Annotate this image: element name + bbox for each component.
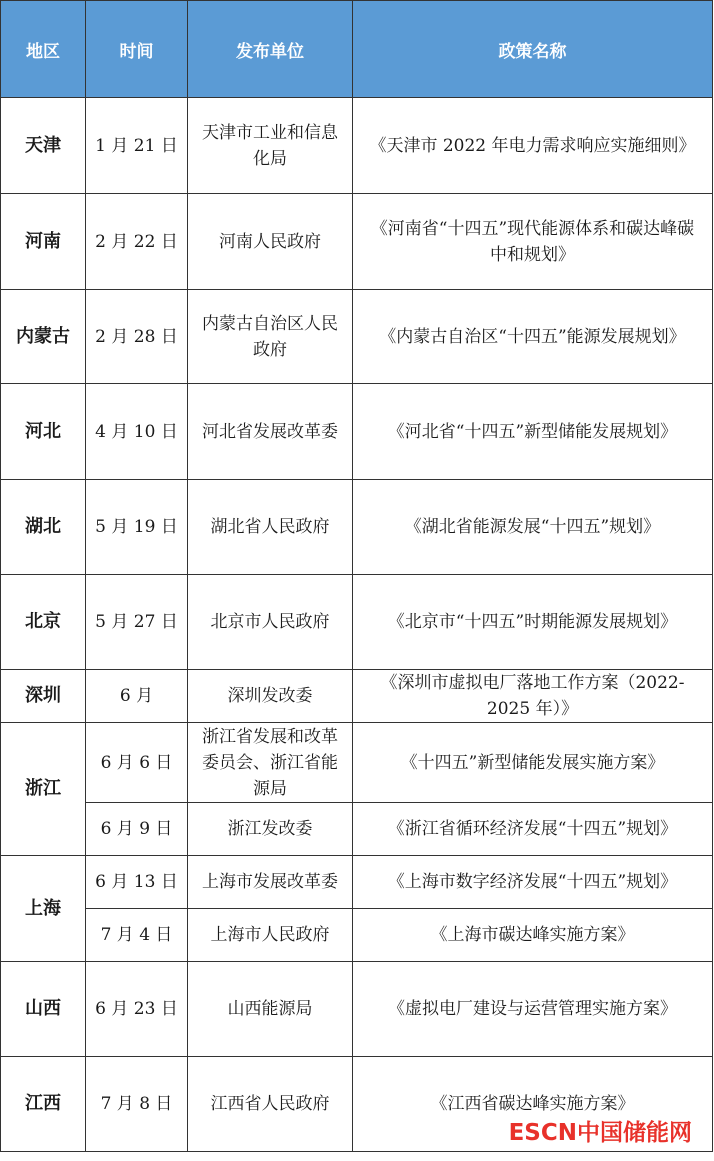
table-row	[1, 290, 713, 384]
policy-cell: 《深圳市虚拟电厂落地工作方案（2022-2025 年）》	[353, 670, 713, 723]
date-cell: 5 月 27 日	[86, 575, 188, 670]
region-cell: 河南	[1, 194, 86, 290]
table-row	[1, 194, 713, 290]
date-cell: 2 月 22 日	[86, 194, 188, 290]
publisher-cell: 上海市发展改革委	[188, 856, 353, 909]
publisher-cell: 天津市工业和信息化局	[188, 98, 353, 194]
table-row	[1, 909, 713, 962]
publisher-cell: 河南人民政府	[188, 194, 353, 290]
publisher-cell: 江西省人民政府	[188, 1057, 353, 1152]
header-publisher: 发布单位	[188, 1, 353, 98]
policy-cell: 《内蒙古自治区“十四五”能源发展规划》	[353, 290, 713, 384]
table-row	[1, 575, 713, 670]
date-cell: 5 月 19 日	[86, 480, 188, 575]
policy-cell: 《天津市 2022 年电力需求响应实施细则》	[353, 98, 713, 194]
policy-cell: 《虚拟电厂建设与运营管理实施方案》	[353, 962, 713, 1057]
publisher-cell: 浙江发改委	[188, 803, 353, 856]
publisher-cell: 河北省发展改革委	[188, 384, 353, 480]
date-cell: 2 月 28 日	[86, 290, 188, 384]
region-cell: 上海	[1, 856, 86, 962]
header-date: 时间	[86, 1, 188, 98]
date-cell: 6 月 23 日	[86, 962, 188, 1057]
policy-cell: 《河北省“十四五”新型储能发展规划》	[353, 384, 713, 480]
region-cell: 深圳	[1, 670, 86, 723]
publisher-cell: 深圳发改委	[188, 670, 353, 723]
escn-watermark-logo: ESCN中国储能网	[508, 1120, 692, 1146]
date-cell: 1 月 21 日	[86, 98, 188, 194]
table-row	[1, 480, 713, 575]
region-cell: 浙江	[1, 723, 86, 856]
policy-cell: 《浙江省循环经济发展“十四五”规划》	[353, 803, 713, 856]
publisher-cell: 山西能源局	[188, 962, 353, 1057]
policy-cell: 《河南省“十四五”现代能源体系和碳达峰碳中和规划》	[353, 194, 713, 290]
table-row	[1, 384, 713, 480]
table-row	[1, 723, 713, 803]
policy-cell: 《上海市数字经济发展“十四五”规划》	[353, 856, 713, 909]
date-cell: 7 月 4 日	[86, 909, 188, 962]
date-cell: 6 月 13 日	[86, 856, 188, 909]
table-row	[1, 98, 713, 194]
region-cell: 北京	[1, 575, 86, 670]
publisher-cell: 浙江省发展和改革委员会、浙江省能源局	[188, 723, 353, 803]
date-cell: 6 月 6 日	[86, 723, 188, 803]
policy-cell: 《江西省碳达峰实施方案》	[353, 1057, 713, 1152]
policy-cell: 《十四五”新型储能发展实施方案》	[353, 723, 713, 803]
region-cell: 天津	[1, 98, 86, 194]
policy-cell: 《上海市碳达峰实施方案》	[353, 909, 713, 962]
table-row	[1, 803, 713, 856]
header-row	[1, 1, 713, 98]
table-row	[1, 670, 713, 723]
publisher-cell: 上海市人民政府	[188, 909, 353, 962]
policy-cell: 《湖北省能源发展“十四五”规划》	[353, 480, 713, 575]
region-cell: 河北	[1, 384, 86, 480]
header-policy: 政策名称	[353, 1, 713, 98]
policy-cell: 《北京市“十四五”时期能源发展规划》	[353, 575, 713, 670]
publisher-cell: 内蒙古自治区人民政府	[188, 290, 353, 384]
table-row	[1, 962, 713, 1057]
date-cell: 4 月 10 日	[86, 384, 188, 480]
region-cell: 内蒙古	[1, 290, 86, 384]
date-cell: 6 月 9 日	[86, 803, 188, 856]
region-cell: 湖北	[1, 480, 86, 575]
header-region: 地区	[1, 1, 86, 98]
publisher-cell: 北京市人民政府	[188, 575, 353, 670]
region-cell: 江西	[1, 1057, 86, 1152]
publisher-cell: 湖北省人民政府	[188, 480, 353, 575]
date-cell: 7 月 8 日	[86, 1057, 188, 1152]
region-cell: 山西	[1, 962, 86, 1057]
date-cell: 6 月	[86, 670, 188, 723]
table-row	[1, 856, 713, 909]
